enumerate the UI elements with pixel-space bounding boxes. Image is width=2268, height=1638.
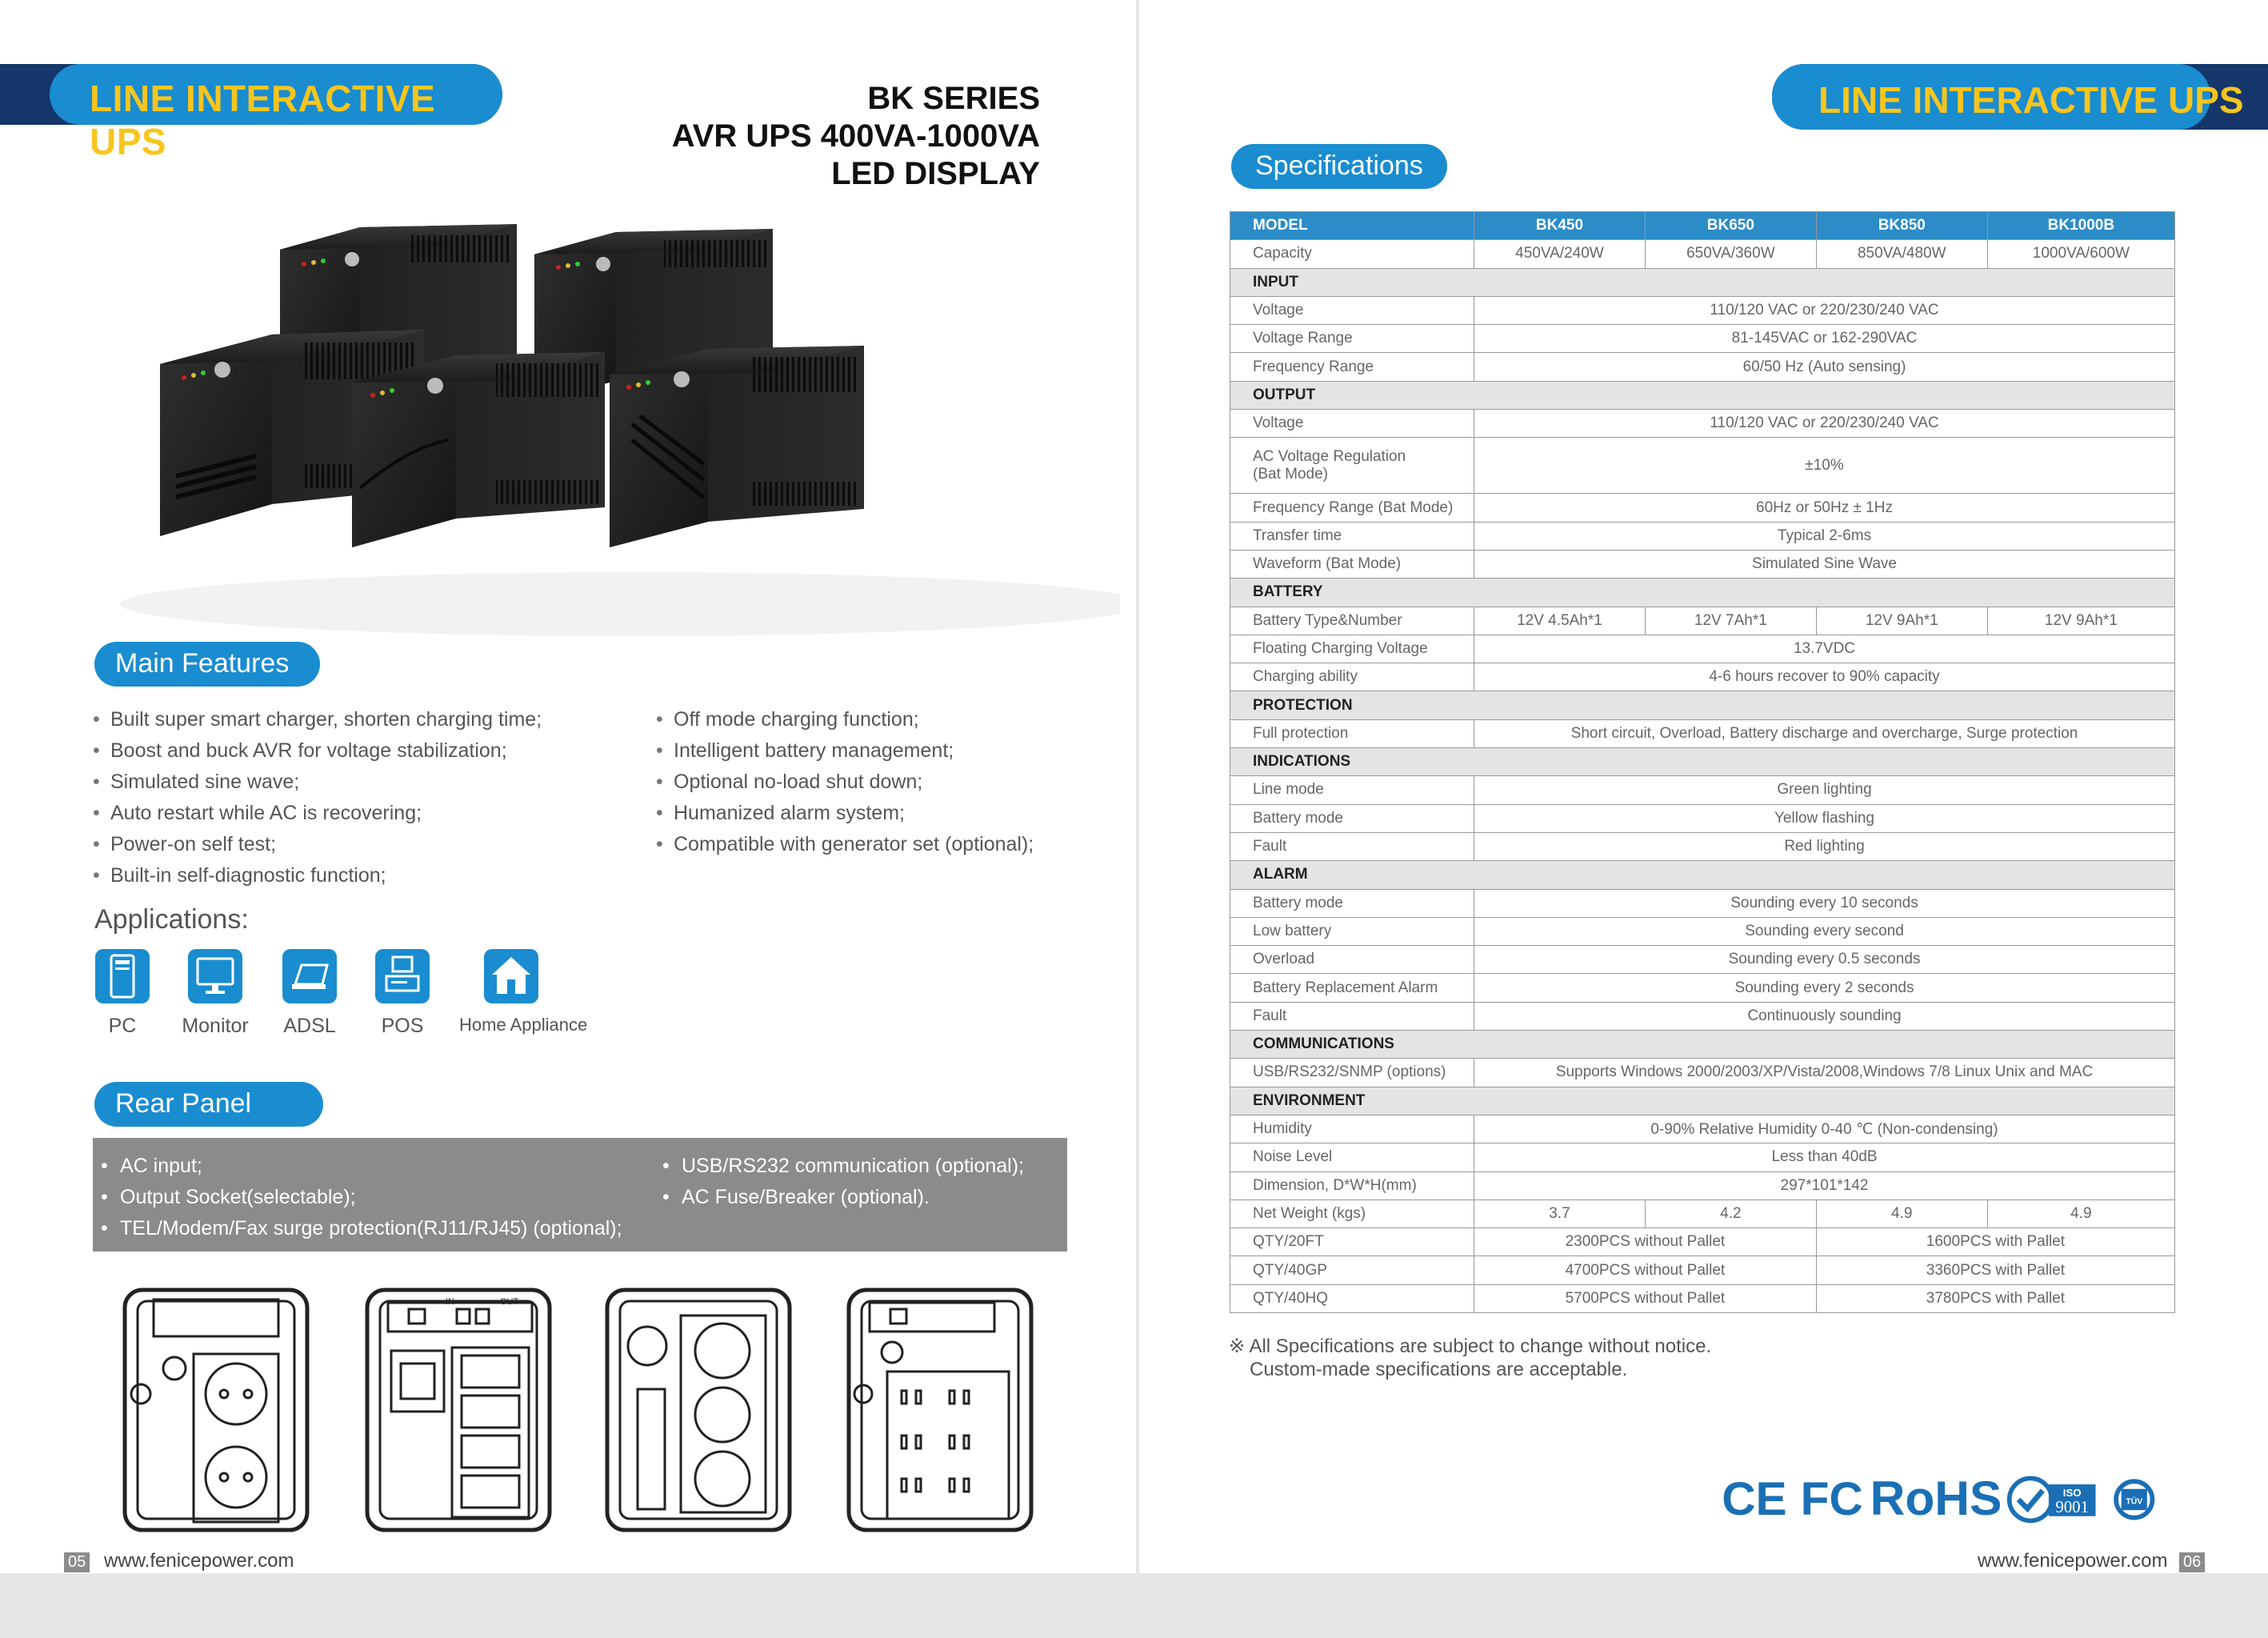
section-label: BATTERY <box>1230 579 2175 607</box>
section-label: PROTECTION <box>1230 691 2175 719</box>
rear-feature-item: • TEL/Modem/Fax surge protection(RJ11/RJ45) (optional); <box>101 1213 622 1244</box>
row-label: Frequency Range (Bat Mode) <box>1230 494 1474 522</box>
row-label: Transfer time <box>1230 522 1474 550</box>
fcc-mark-text: FC <box>1800 1472 1863 1525</box>
row-value: 12V 7Ah*1 <box>1645 607 1816 635</box>
table-row <box>1230 353 2175 381</box>
main-features-heading: Main Features <box>94 642 320 687</box>
row-value: 1600PCS with Pallet <box>1816 1228 2174 1256</box>
row-value: Sounding every second <box>1474 917 2175 945</box>
row-value: 297*101*142 <box>1474 1171 2175 1199</box>
row-label: QTY/20FT <box>1230 1228 1474 1256</box>
row-label: Line mode <box>1230 776 1474 804</box>
website-link[interactable]: www.fenicepower.com <box>104 1550 294 1572</box>
header-cell: BK450 <box>1474 212 1646 240</box>
row-value: 81-145VAC or 162-290VAC <box>1474 325 2175 353</box>
row-label: Overload <box>1230 946 1474 974</box>
table-row <box>1230 1143 2175 1171</box>
website-link[interactable]: www.fenicepower.com <box>1978 1550 2168 1572</box>
row-value: 2300PCS without Pallet <box>1474 1228 1817 1256</box>
right-page <box>1139 0 2268 1638</box>
row-value: Green lighting <box>1474 776 2175 804</box>
row-value: 0-90% Relative Humidity 0-40 ℃ (Non-condensing) <box>1474 1115 2175 1143</box>
line-interactive-banner <box>1772 64 2268 130</box>
table-row <box>1230 663 2175 691</box>
feature-item: • Boost and buck AVR for voltage stabilization; <box>93 735 542 767</box>
row-label: Fault <box>1230 832 1474 860</box>
pos-terminal-icon <box>375 949 430 1003</box>
rohs-mark-text: RoHS <box>1870 1471 2002 1525</box>
row-value: 4.9 <box>1816 1199 1987 1227</box>
rear-panel-universal <box>602 1287 794 1543</box>
section-row <box>1230 1031 2175 1059</box>
row-value: Sounding every 10 seconds <box>1474 889 2175 917</box>
feature-item: • Built super smart charger, shorten charging time; <box>93 704 542 735</box>
row-value: 3360PCS with Pallet <box>1816 1256 2174 1284</box>
header-cell: MODEL <box>1230 212 1474 240</box>
row-value: 60Hz or 50Hz ± 1Hz <box>1474 494 2175 522</box>
row-value: 1000VA/600W <box>1987 240 2174 268</box>
header-cell: BK1000B <box>1987 212 2174 240</box>
certification-logos <box>1709 1471 2189 1527</box>
rear-features-left <box>101 1151 622 1244</box>
series-line: LED DISPLAY <box>831 156 1040 191</box>
row-label: Battery Type&Number <box>1230 607 1474 635</box>
feature-item: • Power-on self test; <box>93 829 542 860</box>
section-row <box>1230 1087 2175 1115</box>
row-label: Fault <box>1230 1002 1474 1030</box>
row-value: Simulated Sine Wave <box>1474 550 2175 578</box>
feature-item: • Off mode charging function; <box>656 704 1034 735</box>
rear-panel-schuko <box>120 1287 312 1543</box>
table-row <box>1230 1002 2175 1030</box>
row-label: Voltage <box>1230 296 1474 324</box>
application-monitor <box>179 949 251 1038</box>
row-label: Charging ability <box>1230 663 1474 691</box>
table-row <box>1230 522 2175 550</box>
series-line: AVR UPS 400VA-1000VA <box>671 118 1040 154</box>
row-label: Battery mode <box>1230 804 1474 832</box>
table-row <box>1230 494 2175 522</box>
series-line: BK SERIES <box>867 81 1040 116</box>
row-value: Yellow flashing <box>1474 804 2175 832</box>
row-value: 12V 4.5Ah*1 <box>1474 607 1646 635</box>
row-label: Waveform (Bat Mode) <box>1230 550 1474 578</box>
monitor-icon <box>188 949 242 1003</box>
line-interactive-banner <box>0 64 502 162</box>
iso-number: 9001 <box>2055 1497 2089 1517</box>
row-label: Full protection <box>1230 719 1474 747</box>
application-label: Home Appliance <box>459 1015 588 1035</box>
series-heading <box>672 80 1040 193</box>
table-row <box>1230 1115 2175 1143</box>
row-label-line: AC Voltage Regulation <box>1253 447 1406 465</box>
row-label: QTY/40HQ <box>1230 1284 1474 1312</box>
rear-feature-item: • AC input; <box>101 1151 622 1182</box>
section-row <box>1230 691 2175 719</box>
row-value: Typical 2-6ms <box>1474 522 2175 550</box>
table-row <box>1230 635 2175 663</box>
table-row <box>1230 889 2175 917</box>
applications-heading: Applications: <box>94 904 249 935</box>
row-label: QTY/40GP <box>1230 1256 1474 1284</box>
row-label: Low battery <box>1230 917 1474 945</box>
row-value: 450VA/240W <box>1474 240 1646 268</box>
feature-item: • Intelligent battery management; <box>656 735 1034 767</box>
rear-feature-item: • USB/RS232 communication (optional); <box>662 1151 1024 1182</box>
home-icon <box>484 949 538 1003</box>
row-value: 4700PCS without Pallet <box>1474 1256 1817 1284</box>
row-value: 650VA/360W <box>1645 240 1816 268</box>
banner-title: LINE INTERACTIVE UPS <box>1818 79 2244 121</box>
table-row <box>1230 550 2175 578</box>
rohs-mark-icon <box>1870 1471 2002 1525</box>
section-row <box>1230 579 2175 607</box>
feature-item: • Auto restart while AC is recovering; <box>93 798 542 829</box>
row-value: ±10% <box>1474 438 2175 494</box>
right-footer-bar <box>1139 1573 2268 1638</box>
row-label: Floating Charging Voltage <box>1230 635 1474 663</box>
feature-item: • Humanized alarm system; <box>656 798 1034 829</box>
spec-disclaimer <box>1229 1335 1711 1381</box>
ce-mark-icon <box>1722 1473 1786 1525</box>
row-value: Continuously sounding <box>1474 1002 2175 1030</box>
rear-panel-nema <box>844 1287 1036 1543</box>
header-cell: BK850 <box>1816 212 1987 240</box>
table-header-row <box>1230 212 2175 240</box>
table-row <box>1230 607 2175 635</box>
tuv-mark-icon <box>2116 1481 2152 1517</box>
page-number: 05 <box>64 1552 90 1572</box>
row-value: 4.2 <box>1645 1199 1816 1227</box>
row-value: 4-6 hours recover to 90% capacity <box>1474 663 2175 691</box>
table-row <box>1230 325 2175 353</box>
row-value: Sounding every 2 seconds <box>1474 974 2175 1002</box>
rear-panel-heading: Rear Panel <box>94 1082 323 1127</box>
feature-item: • Built-in self-diagnostic function; <box>93 860 542 891</box>
table-row <box>1230 1171 2175 1199</box>
section-row <box>1230 381 2175 409</box>
note-line: Custom-made specifications are acceptable. <box>1250 1359 1628 1380</box>
section-label: COMMUNICATIONS <box>1230 1031 2175 1059</box>
table-row <box>1230 719 2175 747</box>
section-row <box>1230 861 2175 889</box>
pc-tower-icon <box>95 949 150 1003</box>
table-row <box>1230 1199 2175 1227</box>
specifications-table <box>1230 211 2175 1313</box>
table-row <box>1230 240 2175 268</box>
row-value: 12V 9Ah*1 <box>1816 607 1987 635</box>
table-row <box>1230 1228 2175 1256</box>
row-label: Voltage Range <box>1230 325 1474 353</box>
feature-item: • Simulated sine wave; <box>93 767 542 798</box>
section-label: ENVIRONMENT <box>1230 1087 2175 1115</box>
ups-unit-front-right <box>610 346 864 547</box>
tuv-label: TÜV <box>2126 1497 2143 1507</box>
table-row <box>1230 946 2175 974</box>
rear-features-right <box>662 1151 1024 1213</box>
application-adsl <box>274 949 346 1038</box>
table-row <box>1230 438 2175 494</box>
fcc-mark-icon <box>1801 1473 1863 1525</box>
application-label: Monitor <box>182 1015 249 1037</box>
table-row <box>1230 1059 2175 1087</box>
iso-label: ISO <box>2062 1487 2082 1500</box>
table-row <box>1230 974 2175 1002</box>
table-row <box>1230 410 2175 438</box>
row-value: 12V 9Ah*1 <box>1987 607 2174 635</box>
note-line: ※ All Specifications are subject to change without notice. <box>1229 1336 1712 1357</box>
application-home-appliance <box>459 949 588 1035</box>
row-value: 60/50 Hz (Auto sensing) <box>1474 353 2175 381</box>
left-footer-bar <box>0 1573 1136 1638</box>
row-label: Frequency Range <box>1230 353 1474 381</box>
row-value: 5700PCS without Pallet <box>1474 1284 1817 1312</box>
rear-label-in: IN <box>446 1297 454 1307</box>
row-value: 4.9 <box>1987 1199 2174 1227</box>
header-cell: BK650 <box>1645 212 1816 240</box>
ups-product-photo <box>120 200 1120 648</box>
table-row <box>1230 804 2175 832</box>
row-value: 3.7 <box>1474 1199 1646 1227</box>
application-label: PC <box>108 1015 137 1037</box>
row-label: Humidity <box>1230 1115 1474 1143</box>
row-label: Net Weight (kgs) <box>1230 1199 1474 1227</box>
table-row <box>1230 832 2175 860</box>
table-row <box>1230 1284 2175 1312</box>
rear-label-out: OUT <box>500 1297 519 1307</box>
table-row <box>1230 776 2175 804</box>
table-row <box>1230 1256 2175 1284</box>
feature-item: • Compatible with generator set (optional); <box>656 829 1034 860</box>
row-label: Battery Replacement Alarm <box>1230 974 1474 1002</box>
section-label: OUTPUT <box>1230 381 2175 409</box>
page-number: 06 <box>2179 1552 2205 1572</box>
section-label: ALARM <box>1230 861 2175 889</box>
row-label-line: (Bat Mode) <box>1253 465 1328 483</box>
row-value: 850VA/480W <box>1816 240 1987 268</box>
application-label: ADSL <box>283 1015 336 1037</box>
row-value: 110/120 VAC or 220/230/240 VAC <box>1474 410 2175 438</box>
iso-9001-icon <box>2010 1478 2096 1520</box>
table-row <box>1230 917 2175 945</box>
table-row <box>1230 296 2175 324</box>
row-value: 3780PCS with Pallet <box>1816 1284 2174 1312</box>
section-row <box>1230 268 2175 296</box>
row-value: Sounding every 0.5 seconds <box>1474 946 2175 974</box>
row-label: USB/RS232/SNMP (options) <box>1230 1059 1474 1087</box>
ups-unit-front-middle <box>352 352 605 547</box>
row-label <box>1230 438 1474 494</box>
rear-feature-item: • Output Socket(selectable); <box>101 1182 622 1213</box>
features-list-right <box>656 704 1034 860</box>
rear-panel-iec <box>362 1287 554 1543</box>
feature-item: • Optional no-load shut down; <box>656 767 1034 798</box>
section-row <box>1230 748 2175 776</box>
adsl-modem-icon <box>282 949 337 1003</box>
row-label: Voltage <box>1230 410 1474 438</box>
ce-mark-text: CE <box>1722 1472 1787 1525</box>
row-value: Red lighting <box>1474 832 2175 860</box>
banner-title: LINE INTERACTIVE UPS <box>90 78 436 162</box>
section-label: INDICATIONS <box>1230 748 2175 776</box>
application-pos <box>366 949 438 1038</box>
row-label: Capacity <box>1230 240 1474 268</box>
row-label: Battery mode <box>1230 889 1474 917</box>
specifications-heading: Specifications <box>1231 144 1447 189</box>
application-label: POS <box>381 1015 424 1037</box>
application-pc <box>86 949 158 1038</box>
rear-panel-features <box>93 1138 1067 1252</box>
rear-feature-item: • AC Fuse/Breaker (optional). <box>662 1182 1024 1213</box>
row-value: Less than 40dB <box>1474 1143 2175 1171</box>
row-label: Dimension, D*W*H(mm) <box>1230 1171 1474 1199</box>
row-value: 13.7VDC <box>1474 635 2175 663</box>
row-value: Short circuit, Overload, Battery discharge and overcharge, Surge protection <box>1474 719 2175 747</box>
row-value: Supports Windows 2000/2003/XP/Vista/2008,Windows 7/8 Linux Unix and MAC <box>1474 1059 2175 1087</box>
row-label: Noise Level <box>1230 1143 1474 1171</box>
features-list-left <box>93 704 542 891</box>
section-label: INPUT <box>1230 268 2175 296</box>
row-value: 110/120 VAC or 220/230/240 VAC <box>1474 296 2175 324</box>
